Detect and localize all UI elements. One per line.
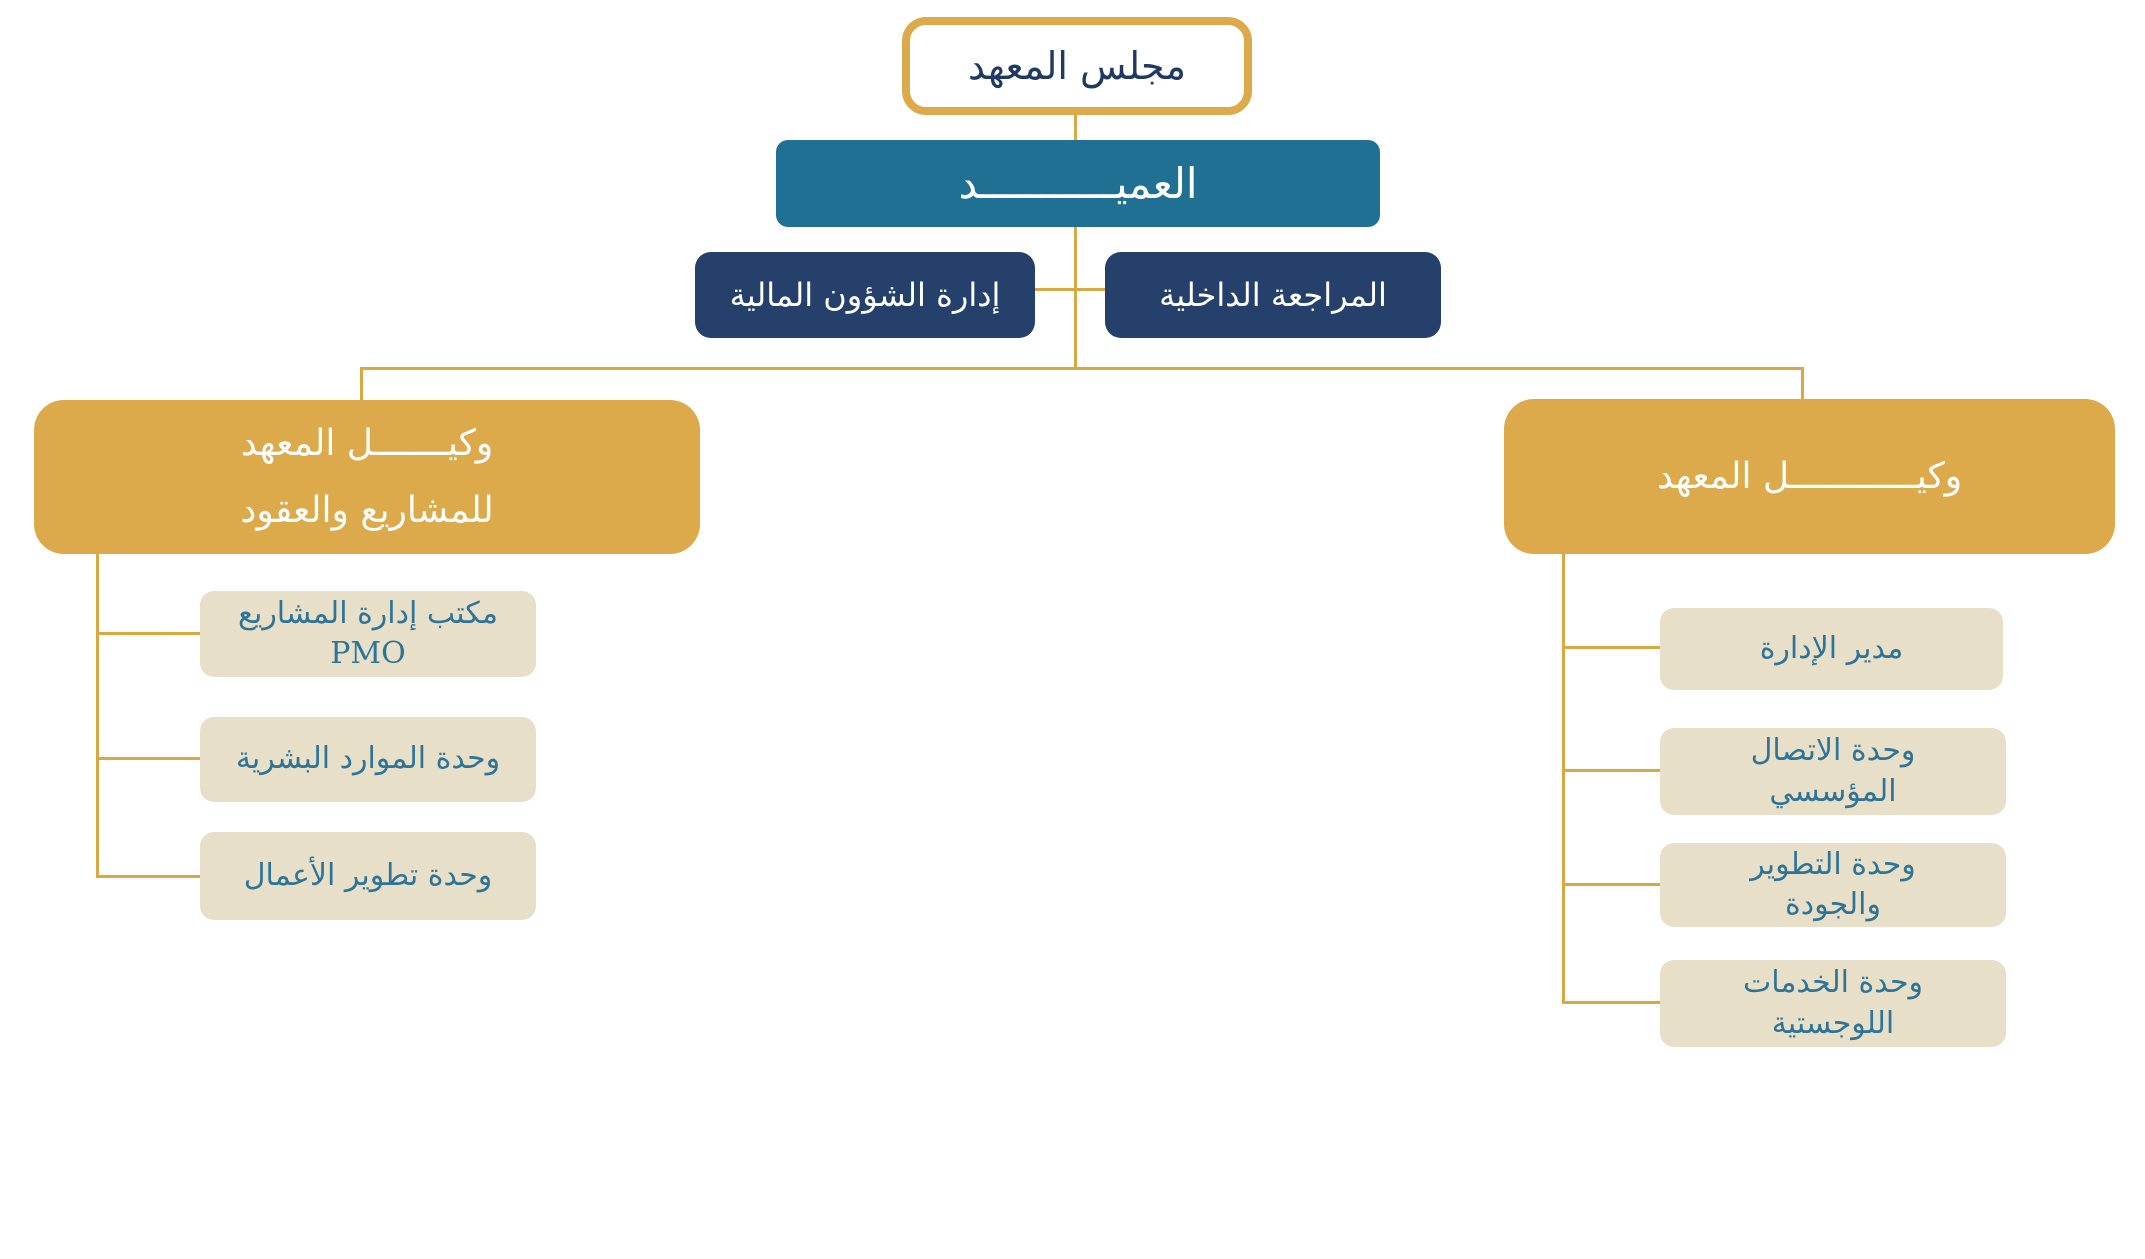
administration-manager-label: مدير الإدارة xyxy=(1759,630,1904,666)
org-node-business-development-unit xyxy=(200,832,536,920)
pmo-office-label-line1: مكتب إدارة المشاريع xyxy=(238,595,498,631)
connector-drop-left-vice xyxy=(360,367,363,400)
hr-unit-label: وحدة الموارد البشرية xyxy=(235,741,501,777)
org-node-hr-unit xyxy=(200,717,536,802)
connector-left-trunk xyxy=(96,554,99,878)
connector-right-child-4 xyxy=(1562,1001,1660,1004)
development-quality-label-line2: والجودة xyxy=(1785,887,1881,922)
org-node-financial-affairs-dept xyxy=(695,252,1035,338)
org-node-corporate-communication-unit xyxy=(1660,728,2006,815)
corporate-communication-label-line1: وحدة الاتصال xyxy=(1750,733,1916,768)
org-node-vice-dean-institute xyxy=(1504,399,2115,554)
connector-drop-right-vice xyxy=(1801,367,1804,399)
org-node-administration-manager xyxy=(1660,608,2003,690)
org-node-internal-audit xyxy=(1105,252,1441,338)
logistics-services-label-line1: وحدة الخدمات xyxy=(1742,965,1924,1000)
development-quality-label-line1: وحدة التطوير xyxy=(1750,846,1916,882)
connector-left-child-3 xyxy=(96,875,200,878)
org-node-dean xyxy=(776,140,1380,227)
connector-dean-down xyxy=(1074,227,1077,368)
connector-right-child-1 xyxy=(1562,646,1660,649)
financial-affairs-label: إدارة الشؤون المالية xyxy=(729,276,1001,314)
connector-right-trunk xyxy=(1562,554,1565,1004)
internal-audit-label: المراجعة الداخلية xyxy=(1159,276,1387,314)
logistics-services-label-line2: اللوجستية xyxy=(1771,1005,1895,1041)
institute-council-label: مجلس المعهد xyxy=(968,44,1186,88)
corporate-communication-label-line2: المؤسسي xyxy=(1769,773,1897,809)
pmo-office-label-line2: PMO xyxy=(330,636,406,671)
business-development-unit-label: وحدة تطوير الأعمال xyxy=(243,857,493,893)
org-node-logistics-services-unit xyxy=(1660,960,2006,1047)
connector-left-child-2 xyxy=(96,757,200,760)
vice-projects-label-line1: وكيـــــــل المعهد xyxy=(240,423,494,464)
org-node-institute-council xyxy=(902,17,1252,115)
org-node-pmo-office xyxy=(200,591,536,677)
connector-council-dean xyxy=(1074,115,1077,140)
connector-main-horizontal xyxy=(360,367,1804,370)
connector-left-child-1 xyxy=(96,632,200,635)
vice-projects-label-line2: للمشاريع والعقود xyxy=(240,490,494,531)
vice-institute-label: وكيــــــــــــل المعهد xyxy=(1656,456,1963,497)
org-node-vice-dean-projects-contracts xyxy=(34,400,700,554)
connector-right-child-3 xyxy=(1562,883,1660,886)
connector-right-child-2 xyxy=(1562,769,1660,772)
org-node-development-quality-unit xyxy=(1660,843,2006,927)
connector-staff-departments xyxy=(1035,288,1105,291)
dean-label: العميـــــــــــد xyxy=(958,159,1198,208)
